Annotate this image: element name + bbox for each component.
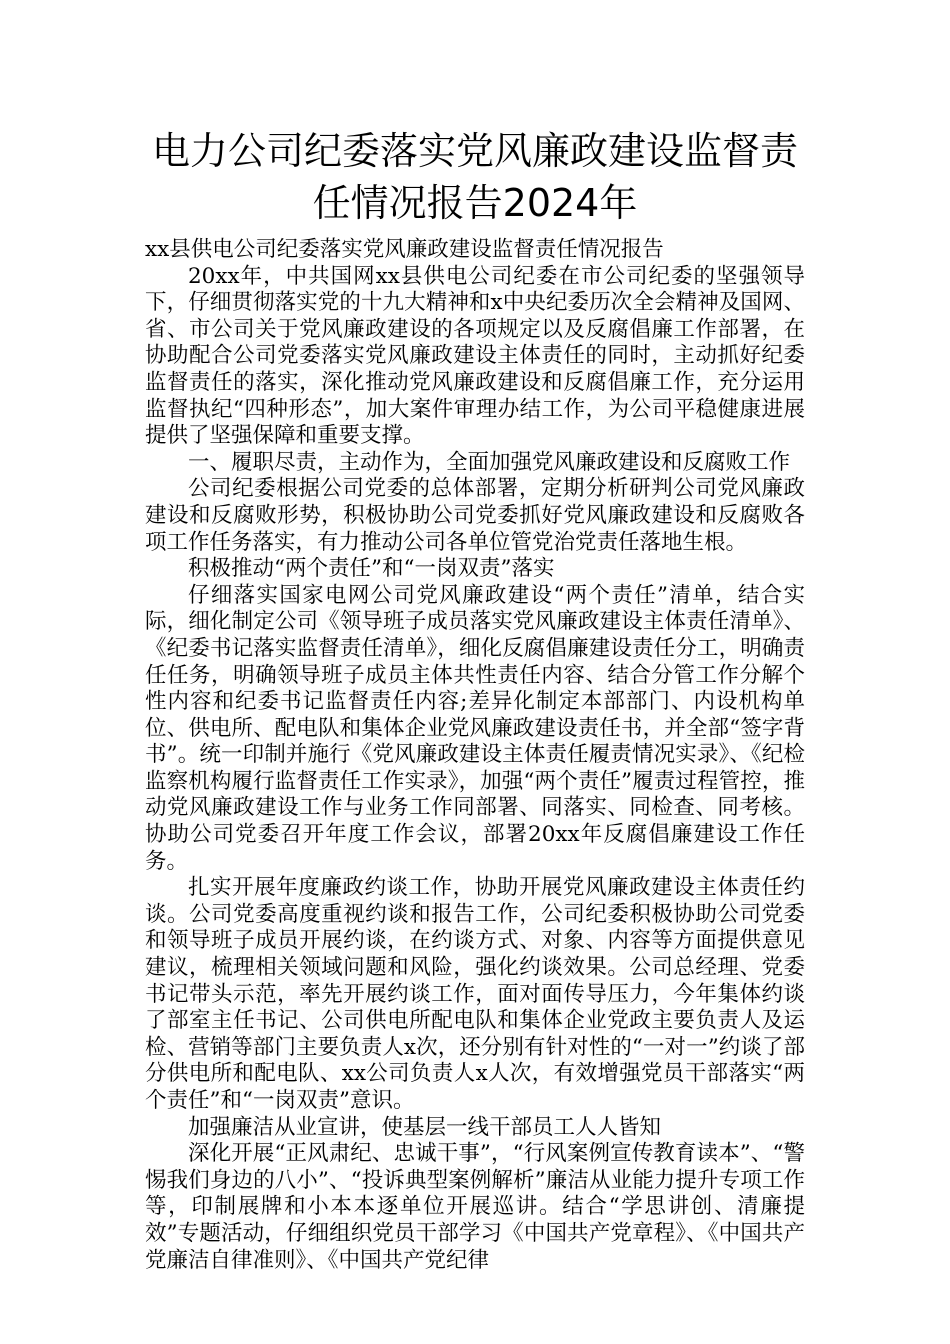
paragraph: 公司纪委根据公司党委的总体部署，定期分析研判公司党风廉政建设和反腐败形势，积极协助公司党委抓好党风廉政建设和反腐败各项工作任务落实，有力推动公司各单位管党治党责任落地生根。 bbox=[145, 476, 805, 555]
title-line-1: 电力公司纪委落实党风廉政建设监督责 bbox=[151, 129, 798, 173]
title-line-2: 任情况报告2024年 bbox=[312, 181, 638, 225]
document-page bbox=[145, 125, 805, 1274]
paragraph: 扎实开展年度廉政约谈工作，协助开展党风廉政建设主体责任约谈。公司党委高度重视约谈和报告工作，公司纪委积极协助公司党委和领导班子成员开展约谈，在约谈方式、对象、内容等方面提供意见建议，梳理相关领域问题和风险，强化约谈效果。公司总经理、党委书记带头示范，率先开展约谈工作，面对面传导压力，今年集体约谈了部室主任书记、公司供电所配电队和集体企业党政主要负责人及运检、营销等部门主要负责人x次，还分别有针对性的“一对一”约谈了部分供电所和配电队、xx公司负责人x人次，有效增强党员干部落实“两个责任”和“一岗双责”意识。 bbox=[145, 875, 805, 1113]
document-title bbox=[145, 125, 805, 229]
document-body bbox=[145, 237, 805, 1274]
paragraph: 仔细落实国家电网公司党风廉政建设“两个责任”清单，结合实际，细化制定公司《领导班子成员落实党风廉政建设主体责任清单》、《纪委书记落实监督责任清单》，细化反腐倡廉建设责任分工，明确责任任务，明确领导班子成员主体共性责任内容、结合分管工作分解个性内容和纪委书记监督责任内容;差异化制定本部部门、内设机构单位、供电所、配电队和集体企业党风廉政建设责任书，并全部“签字背书”。统一印制并施行《党风廉政建设主体责任履责情况实录》、《纪检监察机构履行监督责任工作实录》，加强“两个责任”履责过程管控，推动党风廉政建设工作与业务工作同部署、同落实、同检查、同考核。协助公司党委召开年度工作会议，部署20xx年反腐倡廉建设工作任务。 bbox=[145, 582, 805, 874]
subsection-heading: 积极推动“两个责任”和“一岗双责”落实 bbox=[188, 556, 555, 582]
document-subtitle: xx县供电公司纪委落实党风廉政建设监督责任情况报告 bbox=[145, 237, 664, 262]
paragraph: 深化开展“正风肃纪、忠诚干事”，“行风案例宣传教育读本”、“警惕我们身边的八小”、“投诉典型案例解析”廉洁从业能力提升专项工作等，印制展牌和小本本逐单位开展巡讲。结合“学思讲创、清廉提效”专题活动，仔细组织党员干部学习《中国共产党章程》、《中国共产党廉洁自律准则》、《中国共产党纪律 bbox=[145, 1141, 805, 1273]
paragraph: 20xx年，中共国网xx县供电公司纪委在市公司纪委的坚强领导下，仔细贯彻落实党的十九大精神和x中央纪委历次全会精神及国网、省、市公司关于党风廉政建设的各项规定以及反腐倡廉工作部署，在协助配合公司党委落实党风廉政建设主体责任的同时，主动抓好纪委监督责任的落实，深化推动党风廉政建设和反腐倡廉工作，充分运用监督执纪“四种形态”，加大案件审理办结工作，为公司平稳健康进展提供了坚强保障和重要支撑。 bbox=[145, 263, 805, 449]
subsection-heading: 加强廉洁从业宣讲，使基层一线干部员工人人皆知 bbox=[188, 1114, 662, 1140]
section-heading: 一、履职尽责，主动作为，全面加强党风廉政建设和反腐败工作 bbox=[188, 449, 791, 475]
